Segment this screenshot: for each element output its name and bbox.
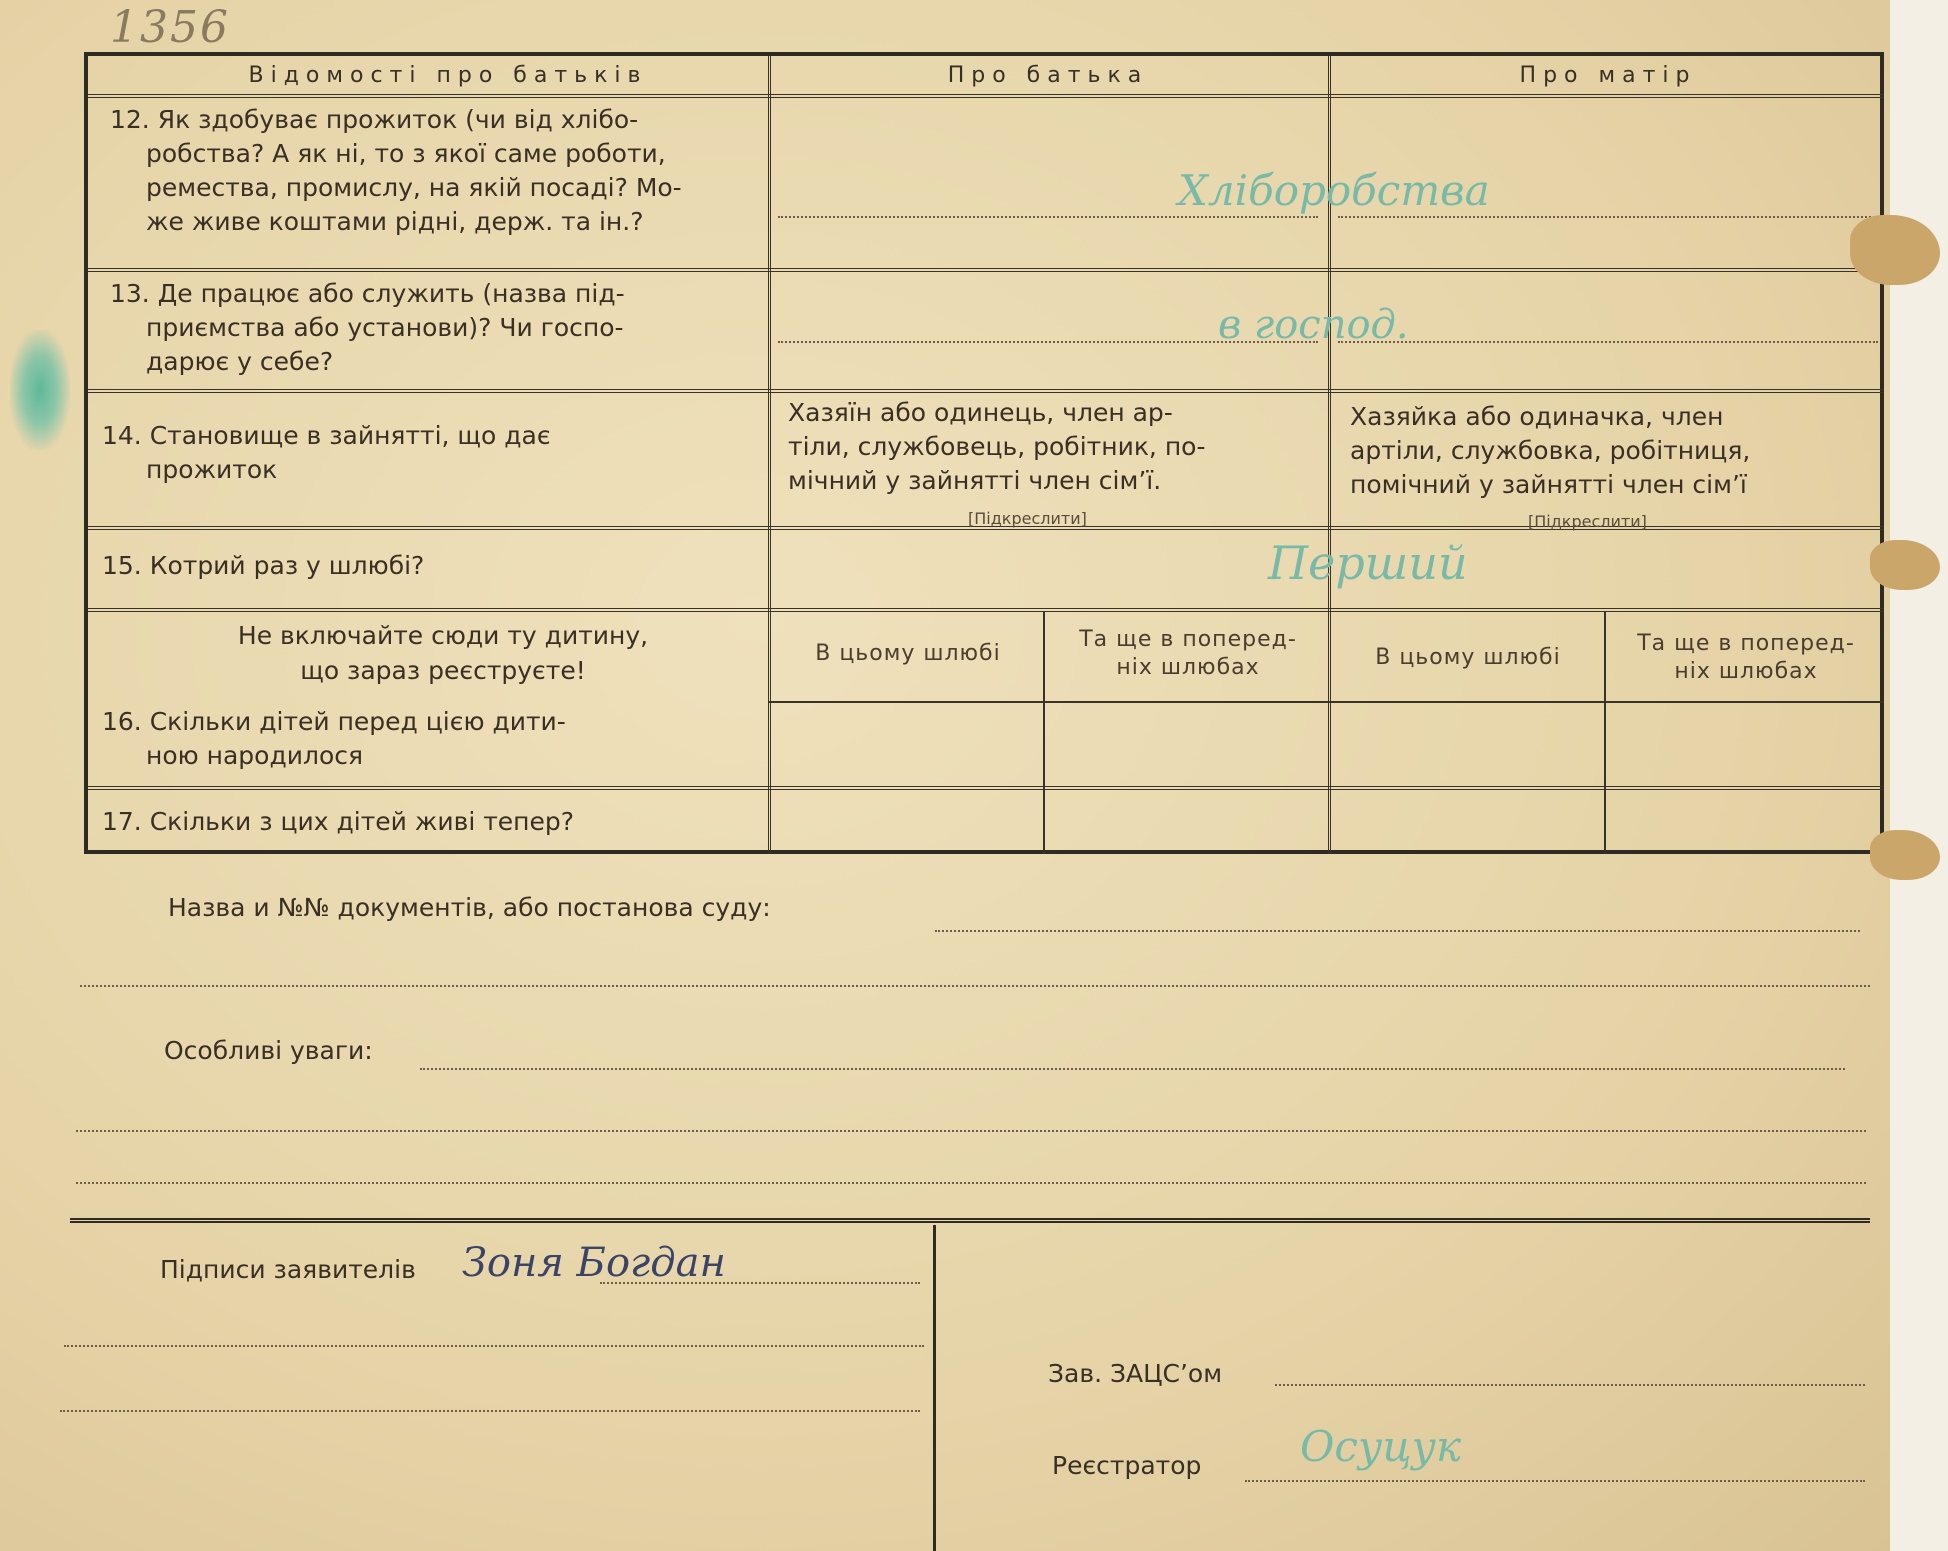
q16-line-1: 16. Скільки дітей перед цією дити- xyxy=(102,707,566,736)
handwritten-q13: в господ. xyxy=(1218,302,1409,348)
head-of-registry-label: Зав. ЗАЦС’ом xyxy=(1048,1359,1223,1388)
torn-edge-3 xyxy=(1870,830,1940,880)
header-father: Про батька xyxy=(947,63,1149,88)
mother-previous-header: Та ще в поперед- ніх шлюбах xyxy=(1637,631,1855,684)
mother-status-options: Хазяйка або одиначка, член артіли, службовка, робітниця, помічний у зайнятті член сім’ї xyxy=(1350,402,1751,499)
q17: 17. Скільки з цих дітей живі тепер? xyxy=(102,807,575,836)
registrar-signature: Осуцук xyxy=(1300,1422,1462,1471)
registrar-label: Реєстратор xyxy=(1052,1451,1202,1480)
q12-line-1: 12. Як здобуває прожиток (чи від хлібо- xyxy=(110,105,639,134)
remarks-label: Особливі уваги: xyxy=(164,1036,373,1065)
torn-edge-2 xyxy=(1870,540,1940,590)
q16-note: Не включайте сюди ту дитину, що зараз реєструєте! xyxy=(237,621,649,685)
parents-info-table xyxy=(84,52,1884,854)
q12-line-3: ремества, промислу, на якій посаді? Мо- xyxy=(146,173,682,202)
green-stain xyxy=(10,330,70,450)
q13-line-1: 13. Де працює або служить (назва під- xyxy=(110,279,625,308)
q16-line-2: ною народилося xyxy=(146,741,364,770)
documents-label: Назва и №№ документів, або постанова суду: xyxy=(168,893,771,922)
q14-line-1: 14. Становище в зайнятті, що дає xyxy=(102,421,551,450)
mother-underline-note: [Підкреслити] xyxy=(1528,512,1647,531)
q14-line-2: прожиток xyxy=(146,455,278,484)
father-previous-header: Та ще в поперед- ніх шлюбах xyxy=(1079,627,1297,680)
q12-line-4: же живе коштами рідні, держ. та ін.? xyxy=(146,207,644,236)
applicant-signatures-label: Підписи заявителів xyxy=(160,1255,416,1284)
father-underline-note: [Підкреслити] xyxy=(968,509,1087,528)
q13-line-3: дарює у себе? xyxy=(146,347,334,376)
archive-number: 1356 xyxy=(110,2,230,53)
handwritten-q12: Хліборобства xyxy=(1178,166,1490,215)
header-parents-info: Відомості про батьків xyxy=(248,63,648,88)
applicant-signature: Зоня Богдан xyxy=(462,1240,726,1286)
father-status-options: Хазяїн або одинець, член ар- тіли, службовець, робітник, по- мічний у зайнятті член сім’ї. xyxy=(788,398,1206,495)
q15: 15. Котрий раз у шлюбі? xyxy=(102,551,425,580)
handwritten-q15: Перший xyxy=(1268,536,1468,590)
q12-line-2: робства? А як ні, то з якої саме роботи, xyxy=(146,139,666,168)
father-this-marriage-header: В цьому шлюбі xyxy=(815,641,1001,666)
header-mother: Про матір xyxy=(1519,63,1697,88)
q13-line-2: приємства або установи)? Чи госпо- xyxy=(146,313,624,342)
mother-this-marriage-header: В цьому шлюбі xyxy=(1375,645,1561,670)
